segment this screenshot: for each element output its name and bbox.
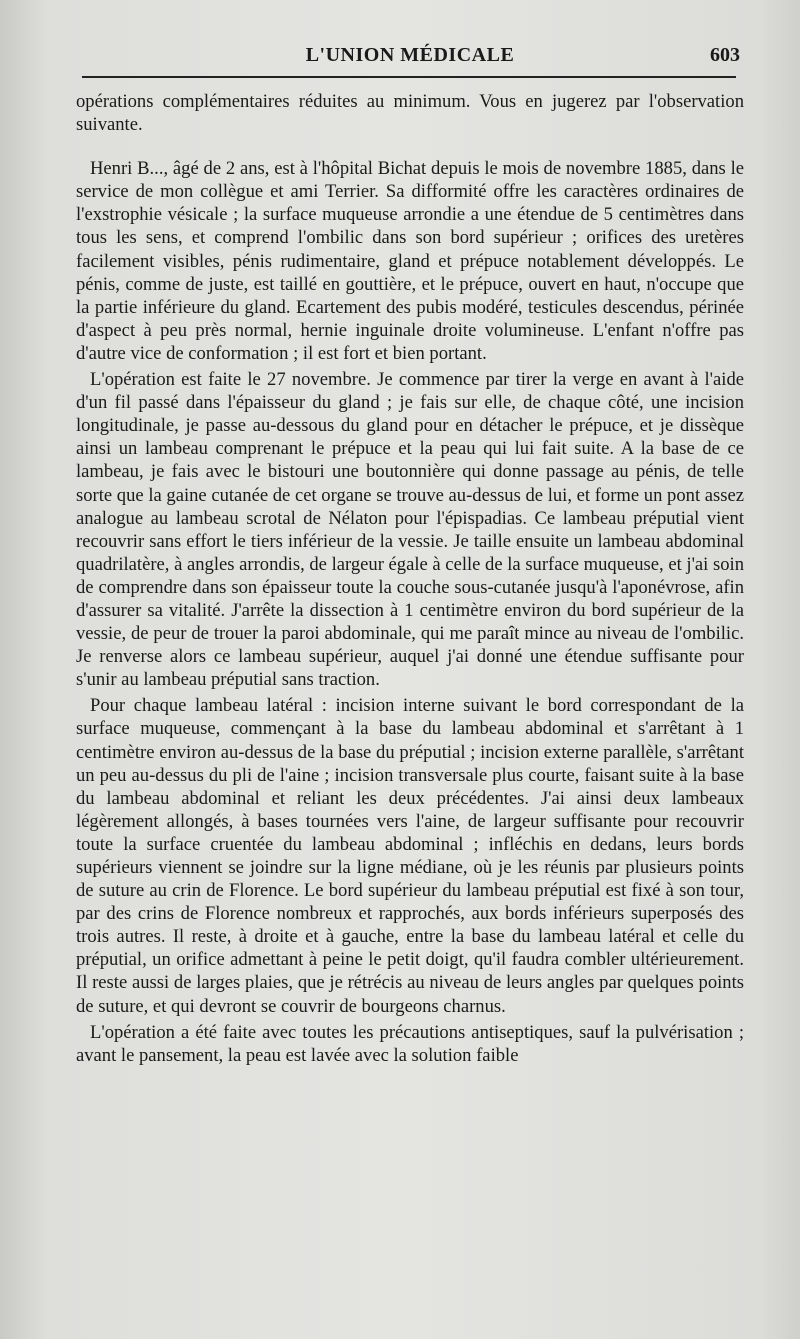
page-number: 603	[710, 44, 740, 66]
running-head	[80, 44, 740, 70]
paragraph-lateral-flaps: Pour chaque lambeau latéral : incision interne suivant le bord correspondant de la surface muqueuse, commençant à la base du lambeau abdominal et s'arrêtant à 1 centimètre environ au-dessus de la base du préputial ; incision externe parallèle, s'arrêtant un peu au-dessus du pli de l'aine ; incision transversale plus courte, faisant suite à la base du lambeau abdominal et reliant les deux précédentes. J'ai ainsi deux lambeaux légèrement allongés, à bases tournées vers l'aine, de largeur suffisante pour recouvrir toute la surface cruentée du lambeau abdominal ; infléchis en dedans, leurs bords supérieurs viennent se joindre sur la ligne médiane, où je les réunis par plusieurs points de suture au crin de Florence. Le bord supérieur du lambeau préputial est fixé à son tour, par des crins de Florence nombreux et rapprochés, aux bords inférieurs superposés des trois autres. Il reste, à droite et à gauche, entre la base du lambeau latéral et celle du préputial, un orifice admettant à peine le petit doigt, qu'il faudra combler ultérieurement. Il reste aussi de larges plaies, que je rétrécis au niveau de leurs angles par quelques points de suture, et qui devront se couvrir de bourgeons charnus.	[76, 695, 744, 1017]
paragraph-case: Henri B..., âgé de 2 ans, est à l'hôpital Bichat depuis le mois de novembre 1885, dans le service de mon collègue et ami Terrier. Sa difformité offre les caractères ordinaires de l'exstrophie vésicale ; la surface muqueuse arrondie a une étendue de 5 centimètres dans tous les sens, et comprend l'ombilic dans son bord supérieur ; orifices des uretères facilement visibles, pénis rudimentaire, gland et prépuce notablement développés. Le pénis, comme de juste, est taillé en gouttière, et le prépuce, ouvert en haut, n'occupe que la partie inférieure du gland. Ecartement des pubis modéré, testicules descendus, périnée d'aspect à peu près normal, hernie inguinale droite volumineuse. L'enfant n'offre pas d'autre vice de conformation ; il est fort et bien portant.	[76, 158, 744, 364]
paragraph-continuation: opérations complémentaires réduites au minimum. Vous en jugerez par l'observation suivante.	[76, 91, 744, 136]
body-text	[76, 90, 744, 1067]
journal-title: L'UNION MÉDICALE	[305, 44, 515, 66]
paragraph-operation: L'opération est faite le 27 novembre. Je commence par tirer la verge en avant à l'aide d'un fil passé dans l'épaisseur du gland ; je fais sur elle, de chaque côté, une incision longitudinale, je passe au-dessous du gland pour en détacher le prépuce, et je dissèque ainsi un lambeau comprenant le prépuce et la peau qui lui fait suite. A la base de ce lambeau, je fais avec le bistouri une boutonnière qui donne passage au pénis, de telle sorte que la gaine cutanée de cet organe se trouve au-dessus de lui, et forme un pont assez analogue au lambeau scrotal de Nélaton pour l'épispadias. Ce lambeau préputial vient recouvrir sans effort le tiers inférieur de la vessie. Je taille ensuite un lambeau abdominal quadrilatère, à angles arrondis, de largeur égale à celle de la surface muqueuse, et j'ai soin de comprendre dans son épaisseur toute la couche sous-cutanée jusqu'à l'aponévrose, afin d'assurer sa vitalité. J'arrête la dissection à 1 centimètre environ du bord supérieur de la vessie, de peur de trouer la paroi abdominale, qui me paraît mince au niveau de l'ombilic. Je renverse alors ce lambeau supérieur, auquel j'ai donné une étendue suffisante pour s'unir au lambeau préputial sans traction.	[76, 369, 744, 691]
header-rule	[82, 76, 736, 78]
paragraph-antisepsis: L'opération a été faite avec toutes les précautions antiseptiques, sauf la pulvérisation ; avant le pansement, la peau est lavée avec la solution faible	[76, 1021, 744, 1066]
